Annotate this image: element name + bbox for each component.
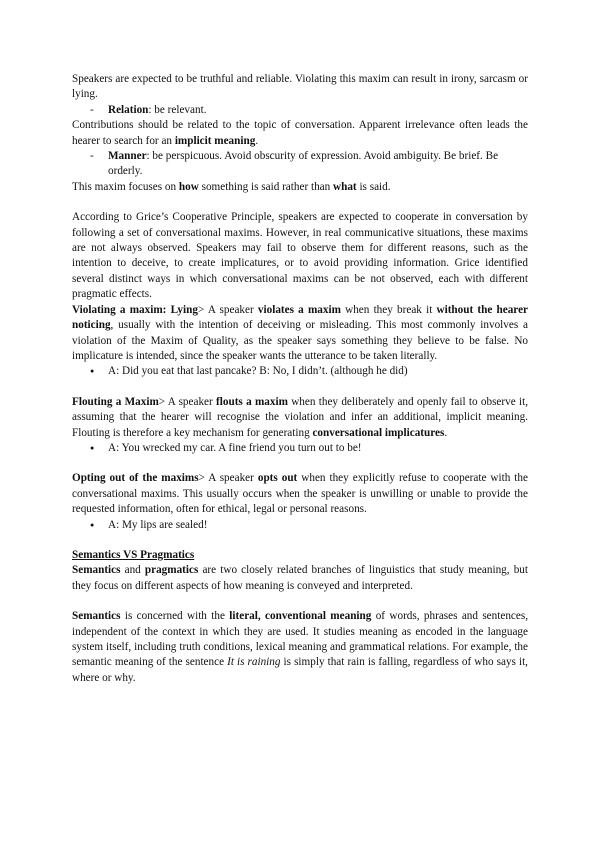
opting-out-paragraph: Opting out of the maxims> A speaker opts out when they explicitly refuse to cooperate with the conversational maxims. This usually occurs when the speaker is unwilling or unable to provide the requested information, often for ethical, legal or personal reasons. xyxy=(72,472,528,516)
relation-maxim-text: Contributions should be related to the topic of conversation. Apparent irrelevance often leads the hearer to search for an implicit meaning. xyxy=(72,119,528,147)
flouting-example: ● A: You wrecked my car. A fine friend you turn out to be! xyxy=(72,441,528,456)
quality-maxim-text: Speakers are expected to be truthful and reliable. Violating this maxim can result in irony, sarcasm or lying. xyxy=(72,73,528,101)
spacer xyxy=(72,533,528,548)
violating-paragraph: Violating a maxim: Lying> A speaker violates a maxim when they break it without the hearer noticing, usually with the intention of deceiving or misleading. This most commonly involves a violation of the Maxim of Quality, as the speaker says something they believe to be false. No implicature is intended, since the speaker wants the utterance to be taken literally. xyxy=(72,303,528,362)
flouting-example-list xyxy=(72,441,528,456)
spacer xyxy=(72,594,528,609)
opting-out-example-list xyxy=(72,518,528,533)
opting-out-example: ● A: My lips are sealed! xyxy=(72,518,528,533)
violating-heading: Violating a maxim: Lying xyxy=(72,303,198,316)
spacer xyxy=(72,195,528,210)
opting-out-heading: Opting out of the maxims xyxy=(72,472,199,485)
flouting-paragraph: Flouting a Maxim> A speaker flouts a maxim when they deliberately and openly fail to observe it, assuming that the hearer will recognise the violation and infer an additional, implicit meaning. Flouting is therefore a key mechanism for generating conversational implicatures. xyxy=(72,395,528,439)
manner-maxim-item xyxy=(72,149,528,180)
relation-definition: : be relevant. xyxy=(148,103,207,116)
relation-term: Relation xyxy=(108,103,149,116)
manner-maxim-text: This maxim focuses on how something is said rather than what is said. xyxy=(72,180,391,193)
section-heading: Semantics VS Pragmatics xyxy=(72,548,195,561)
cooperative-principle-paragraph: According to Grice’s Cooperative Principle, speakers are expected to cooperate in conversation by following a set of conversational maxims. However, in real communicative situations, these maxims are not always observed. Speakers may fail to observe them for different reasons, such as the intention to deceive, to create implicatures, or to avoid providing information. Grice identified several distinct ways in which conversational maxims can be not observed, each with different pragmatic effects. xyxy=(72,211,528,301)
maxim-list-manner xyxy=(72,149,528,180)
manner-definition: : be perspicuous. Avoid obscurity of expression. Avoid ambiguity. Be brief. Be orderly. xyxy=(108,150,499,178)
spacer xyxy=(72,380,528,395)
spacer xyxy=(72,456,528,471)
violating-example: ● A: Did you eat that last pancake? B: No, I didn’t. (although he did) xyxy=(72,364,528,379)
flouting-heading: Flouting a Maxim xyxy=(72,395,159,408)
manner-term: Manner xyxy=(108,150,147,163)
violating-example-list xyxy=(72,364,528,379)
semantics-pragmatics-intro: Semantics and pragmatics are two closely related branches of linguistics that study meaning, but they focus on different aspects of how meaning is conveyed and interpreted. xyxy=(72,564,528,592)
example-sentence: It is raining xyxy=(227,656,281,669)
semantics-paragraph: Semantics is concerned with the literal, conventional meaning of words, phrases and sentences, independent of the context in which they are used. It studies meaning as encoded in the language system itself, including truth conditions, lexical meaning and grammatical relations. For example, the semantic meaning of the sentence It is raining is simply that rain is falling, regardless of who says it, where or why. xyxy=(72,610,528,684)
implicit-meaning-term: implicit meaning xyxy=(174,134,256,147)
relation-maxim-item xyxy=(72,103,528,118)
maxim-list-relation xyxy=(72,103,528,118)
